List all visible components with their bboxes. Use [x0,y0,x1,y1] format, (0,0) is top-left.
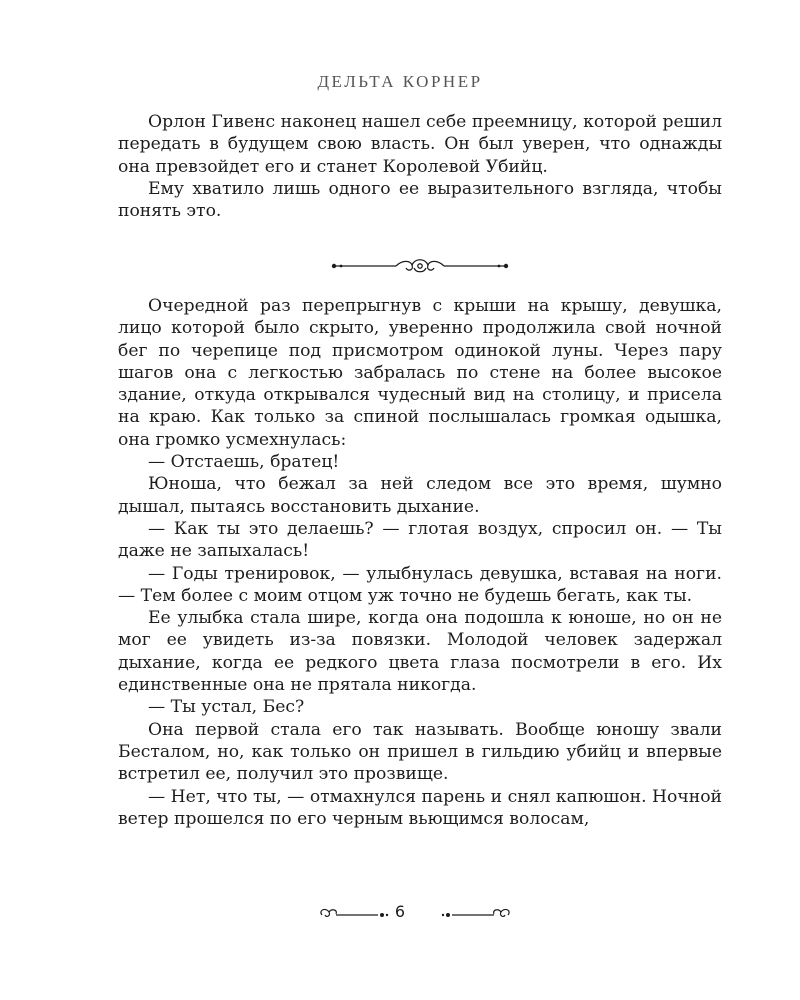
paragraph: Ему хватило лишь одного ее выразительного взгляда, чтобы понять это. [118,178,722,222]
paragraph: Юноша, что бежал за ней следом все это время, шумно дышал, пытаясь восстановить дыхание. [118,474,722,517]
section-1-text [118,111,722,222]
scene-divider-icon [330,256,510,276]
page-number: 6 [394,902,406,921]
paragraph: Очередной раз перепрыгнув с крыши на крышу, девушка, лицо которой было скрыто, уверенно продолжила свой ночной бег по черепице под присмотром одинокой луны. Через пару шагов она с легкостью забралась по стене на более высокое здание, откуда открывался чудесный вид на столицу, и присела на краю. Как только за спиной послышалась громкая одышка, она громко усмехнулась: [118,296,722,450]
paragraph: — Ты устал, Бес? [148,697,305,718]
running-header: ДЕЛЬТА КОРНЕР [317,72,483,91]
footer-flourish-left-icon [316,904,390,926]
paragraph: Ее улыбка стала шире, когда она подошла к юноше, но он не мог ее увидеть из-за повязки. Молодой человек задержал дыхание, когда ее редкого цвета глаза посмотрели в его. Их единственные она не прятала никогда. [118,608,722,696]
footer-flourish-right-icon [440,904,514,926]
paragraph: — Нет, что ты, — отмахнулся парень и снял капюшон. Ночной ветер прошелся по его черным вьющимся волосам, [118,786,722,829]
paragraph: — Годы тренировок, — улыбнулась девушка, вставая на ноги. — Тем более с моим отцом уж точно не будешь бегать, как ты. [118,563,722,606]
section-2-text [118,295,722,830]
paragraph: — Как ты это делаешь? — глотая воздух, спросил он. — Ты даже не запыхалась! [118,518,722,562]
paragraph: — Отстаешь, братец! [148,452,340,473]
paragraph: Орлон Гивенс наконец нашел себе преемницу, которой решил передать в будущем свою власть. Он был уверен, что однажды она превзойдет его и станет Королевой Убийц. [118,112,722,177]
paragraph: Она первой стала его так называть. Вообще юношу звали Бесталом, но, как только он пришел в гильдию убийц и впервые встретил ее, получил это прозвище. [118,719,722,785]
